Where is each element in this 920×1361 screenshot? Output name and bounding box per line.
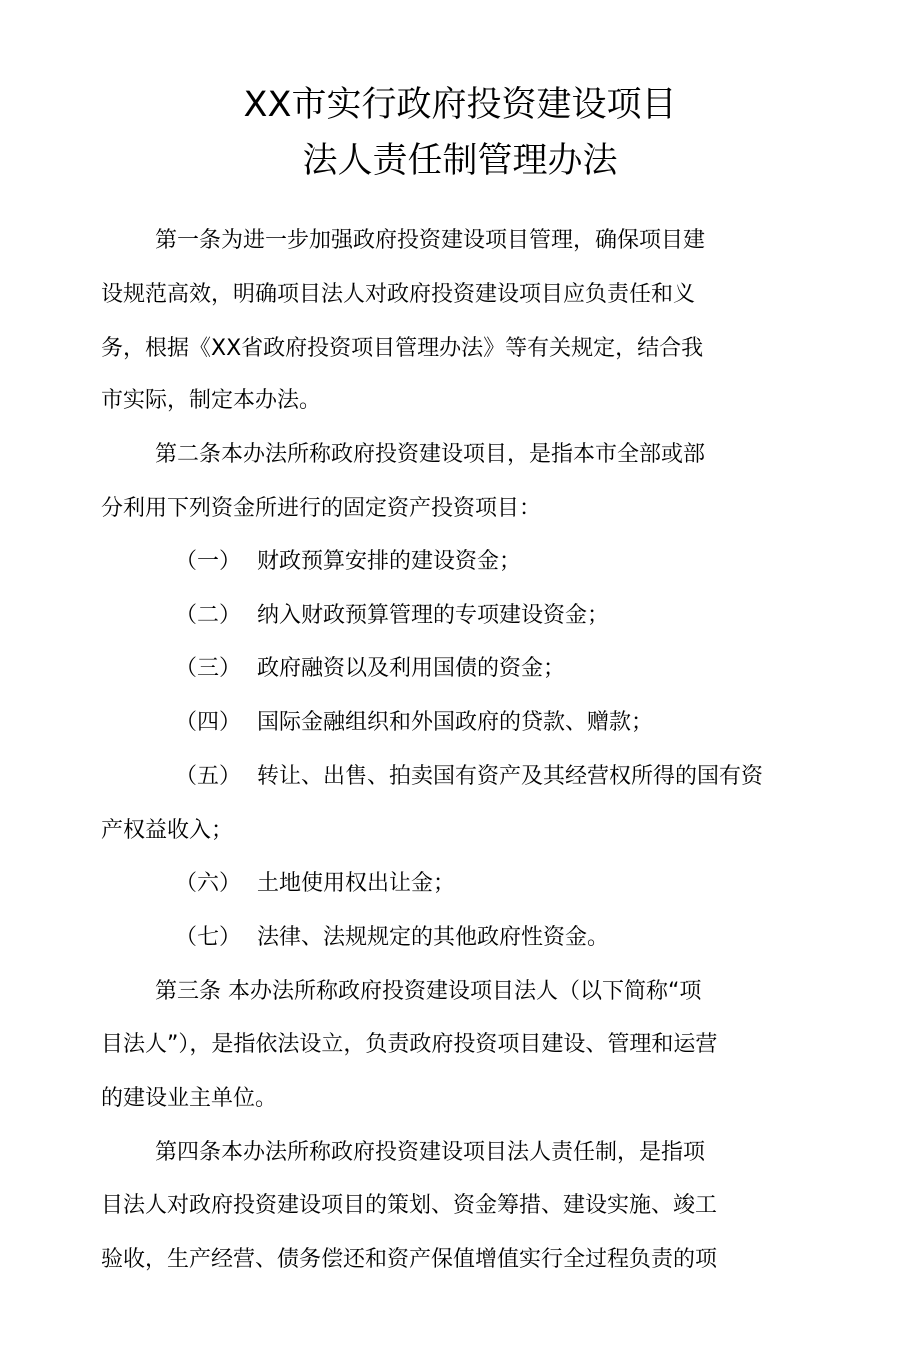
article1-line-4: 市实际，制定本办法。 (101, 388, 322, 413)
fund-item-4-text: 国际金融组织和外国政府的贷款、赠款； (257, 710, 654, 735)
fund-item-5-continuation: 产权益收入； (101, 818, 234, 843)
article4-line-3: 验收，生产经营、债务偿还和资产保值增值实行全过程负责的项 (101, 1247, 718, 1272)
article2-line-2: 分利用下列资金所进行的固定资产投资项目： (101, 496, 542, 521)
fund-item-3-text: 政府融资以及利用国债的资金； (257, 656, 566, 681)
fund-item-7-text: 法律、法规规定的其他政府性资金。 (257, 925, 610, 950)
article3-line-1: 第三条 本办法所称政府投资建设项目法人（以下简称“项 (155, 979, 702, 1004)
fund-item-7-label: （七） (175, 925, 242, 950)
document-title-line-2: 法人责任制管理办法 (302, 141, 618, 181)
document-title-line-1: XX市实行政府投资建设项目 (243, 85, 677, 125)
article2-line-1: 第二条本办法所称政府投资建设项目，是指本市全部或部 (155, 442, 706, 467)
fund-item-1-label: （一） (175, 549, 242, 574)
article1-line-2: 设规范高效，明确项目法人对政府投资建设项目应负责任和义 (101, 282, 696, 307)
article1-line-1: 第一条为进一步加强政府投资建设项目管理，确保项目建 (155, 228, 706, 253)
fund-item-3-label: （三） (175, 656, 242, 681)
fund-item-2-label: （二） (175, 603, 242, 628)
article1-line-3: 务，根据《XX省政府投资项目管理办法》等有关规定，结合我 (101, 336, 704, 361)
article3-line-3: 的建设业主单位。 (101, 1086, 278, 1111)
article4-line-1: 第四条本办法所称政府投资建设项目法人责任制，是指项 (155, 1140, 706, 1165)
fund-item-5-label: （五） (175, 764, 242, 789)
article3-line-2: 目法人”），是指依法设立，负责政府投资项目建设、管理和运营 (101, 1032, 718, 1057)
fund-item-1-text: 财政预算安排的建设资金； (257, 549, 522, 574)
fund-item-4-label: （四） (175, 710, 242, 735)
article4-line-2: 目法人对政府投资建设项目的策划、资金筹措、建设实施、竣工 (101, 1193, 718, 1218)
fund-item-5-text: 转让、出售、拍卖国有资产及其经营权所得的国有资 (257, 764, 764, 789)
fund-item-6-text: 土地使用权出让金； (257, 871, 456, 896)
fund-item-2-text: 纳入财政预算管理的专项建设资金； (257, 603, 610, 628)
fund-item-6-label: （六） (175, 871, 242, 896)
